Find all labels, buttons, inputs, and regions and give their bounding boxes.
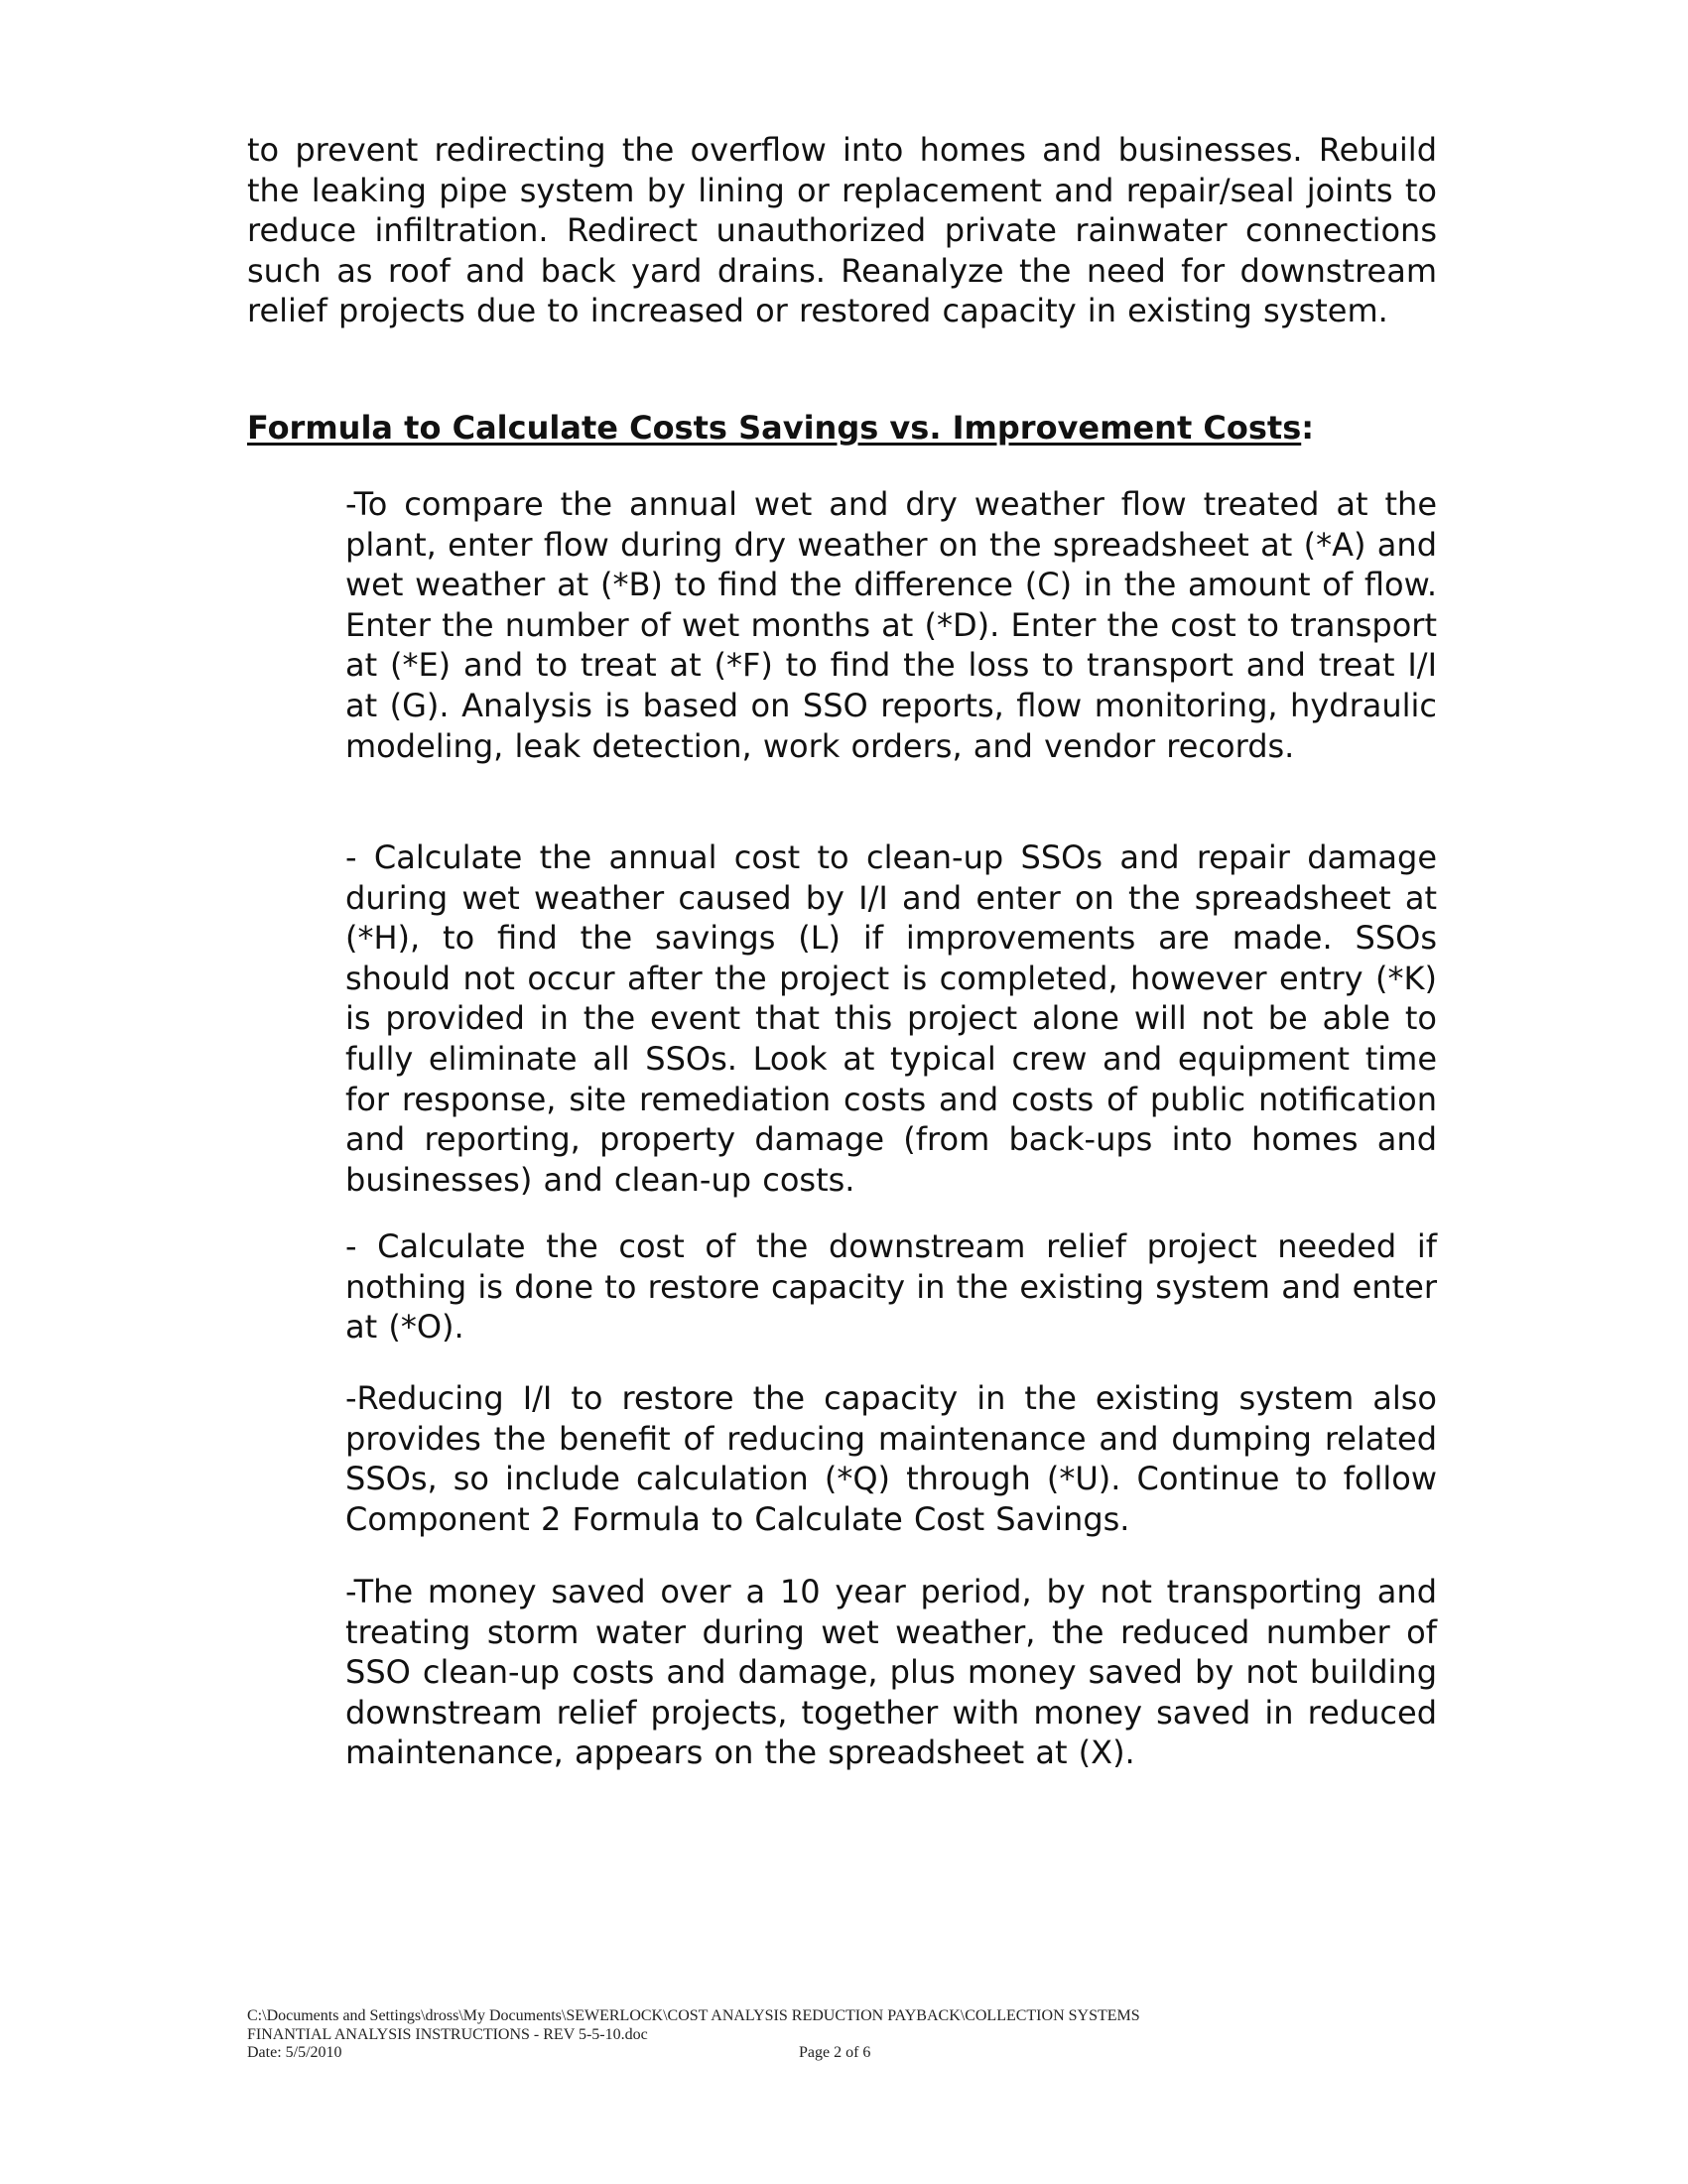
paragraph-sso-cleanup: - Calculate the annual cost to clean-up SSOs and repair damage during wet weather caused by I/I and enter on the spreadsheet at (*H), to find the savings (L) if improvements are made. SSOs should not occur after the project is completed, however entry (*K) is provided in the event that this project alone will not be able to fully eliminate all SSOs. Look at typical crew and equipment time for response, site remediation costs and costs of public notification and reporting, property damage (from back-ups into homes and businesses) and clean-up costs. xyxy=(345,838,1437,1199)
footer-date: Date: 5/5/2010 xyxy=(247,2044,342,2061)
paragraph-money-saved: -The money saved over a 10 year period, by not transporting and treating storm water during wet weather, the reduced number of SSO clean-up costs and damage, plus money saved by not building downstream relief projects, together with money saved in reduced maintenance, appears on the spreadsheet at (X). xyxy=(345,1573,1437,1772)
page-footer xyxy=(247,2007,1438,2063)
footer-path-line-2: FINANTIAL ANALYSIS INSTRUCTIONS - REV 5-5-10.doc xyxy=(247,2025,648,2043)
section-heading xyxy=(247,408,1314,448)
paragraph-flow-comparison: -To compare the annual wet and dry weather flow treated at the plant, enter flow during dry weather on the spreadsheet at (*A) and wet weather at (*B) to find the difference (C) in the amount of flow. Enter the number of wet months at (*D). Enter the cost to transport at (*E) and to treat at (*F) to find the loss to transport and treat I/I at (G). Analysis is based on SSO reports, flow monitoring, hydraulic modeling, leak detection, work orders, and vendor records. xyxy=(345,485,1437,765)
paragraph-relief-project: - Calculate the cost of the downstream relief project needed if nothing is done to restore capacity in the existing system and enter at (*O). xyxy=(345,1227,1437,1347)
paragraph-reducing-ii: -Reducing I/I to restore the capacity in the existing system also provides the benefit of reducing maintenance and dumping related SSOs, so include calculation (*Q) through (*U). Continue to follow Component 2 Formula to Calculate Cost Savings. xyxy=(345,1379,1437,1538)
footer-page-number: Page 2 of 6 xyxy=(799,2044,871,2061)
section-heading-title: Formula to Calculate Costs Savings vs. Improvement Costs xyxy=(247,409,1302,447)
intro-paragraph: to prevent redirecting the overflow into homes and businesses. Rebuild the leaking pipe system by lining or replacement and repair/seal joints to reduce infiltration. Redirect unauthorized private rainwater connections such as roof and back yard drains. Reanalyze the need for downstream relief projects due to increased or restored capacity in existing system. xyxy=(247,131,1437,330)
section-heading-colon: : xyxy=(1301,409,1315,447)
footer-path-line-1: C:\Documents and Settings\dross\My Documents\SEWERLOCK\COST ANALYSIS REDUCTION PAYBACK\COLLECTION SYSTEMS xyxy=(247,2007,1140,2024)
